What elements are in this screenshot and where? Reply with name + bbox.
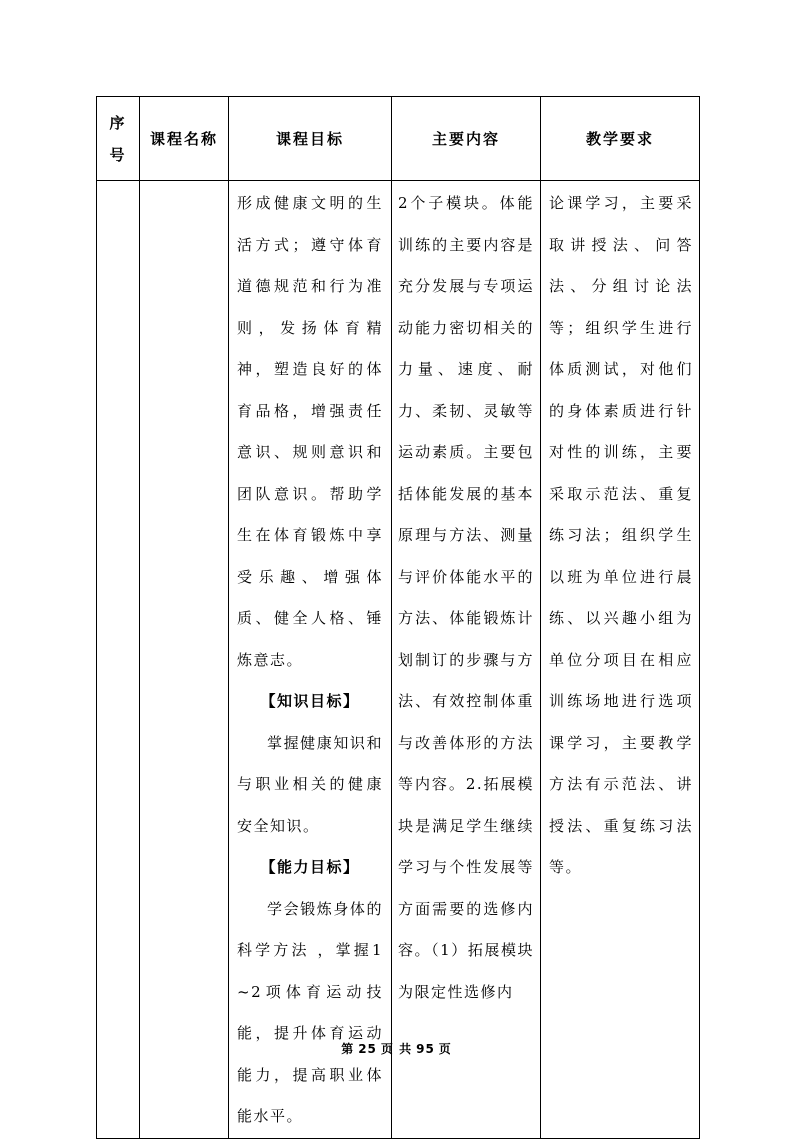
ability-goal-text: 学会锻炼身体的科学方法 ，掌握1~2项体育运动技能，提升体育运动能力，提高职业体能水平。 xyxy=(237,899,383,1125)
footer-current-page: 25 xyxy=(358,1042,377,1056)
ability-goal-heading: 【能力目标】 xyxy=(260,858,360,876)
cell-main-content xyxy=(392,181,541,1139)
header-serial-number xyxy=(97,97,140,181)
knowledge-goal-heading: 【知识目标】 xyxy=(260,692,360,710)
header-main-content: 主要内容 xyxy=(392,97,541,181)
header-teaching-requirements: 教学要求 xyxy=(541,97,700,181)
table-header-row xyxy=(97,97,700,181)
course-table xyxy=(96,96,700,1139)
cell-course-name xyxy=(140,181,229,1139)
goals-text-block xyxy=(229,181,391,1138)
cell-course-goals xyxy=(229,181,392,1139)
cell-serial-number xyxy=(97,181,140,1139)
page-footer xyxy=(0,1040,793,1057)
knowledge-goal-text: 掌握健康知识和与职业相关的健康安全知识。 xyxy=(237,733,383,835)
header-serial-line2: 号 xyxy=(109,145,127,164)
cell-teaching-requirements xyxy=(541,181,700,1139)
main-content-text: 2个子模块。体能训练的主要内容是充分发展与专项运动能力密切相关的力量、速度、耐力、柔韧、灵敏等运动素质。主要包括体能发展的基本原理与方法、测量与评价体能水平的方法、体能锻炼计划制订的步骤与方法、有效控制体重与改善体形的方法等内容。2.拓展模块是满足学生继续学习与个性发展等方面需要的选修内容。（1）拓展模块为限定性选修内 xyxy=(398,194,534,1001)
footer-total-pages: 95 xyxy=(416,1042,435,1056)
header-course-name: 课程名称 xyxy=(140,97,229,181)
teaching-requirements-text: 论课学习，主要采取讲授法、问答法、分组讨论法等；组织学生进行体质测试，对他们的身体素质进行针对性的训练，主要采取示范法、重复练习法；组织学生以班为单位进行晨练、以兴趣小组为单位分项目在相应训练场地进行选项课学习，主要教学方法有示范法、讲授法、重复练习法等。 xyxy=(549,194,693,876)
footer-mid: 页 共 xyxy=(380,1042,413,1056)
header-serial-line1: 序 xyxy=(109,113,127,132)
footer-suffix: 页 xyxy=(438,1042,452,1056)
header-course-goals: 课程目标 xyxy=(229,97,392,181)
table-row xyxy=(97,181,700,1139)
footer-prefix: 第 xyxy=(341,1042,355,1056)
goals-paragraph-attitude: 形成健康文明的生活方式；遵守体育道德规范和行为准则，发扬体育精神，塑造良好的体育品格，增强责任意识、规则意识和团队意识。帮助学生在体育锻炼中享受乐趣、增强体质、健全人格、锤炼意志。 xyxy=(237,194,383,669)
